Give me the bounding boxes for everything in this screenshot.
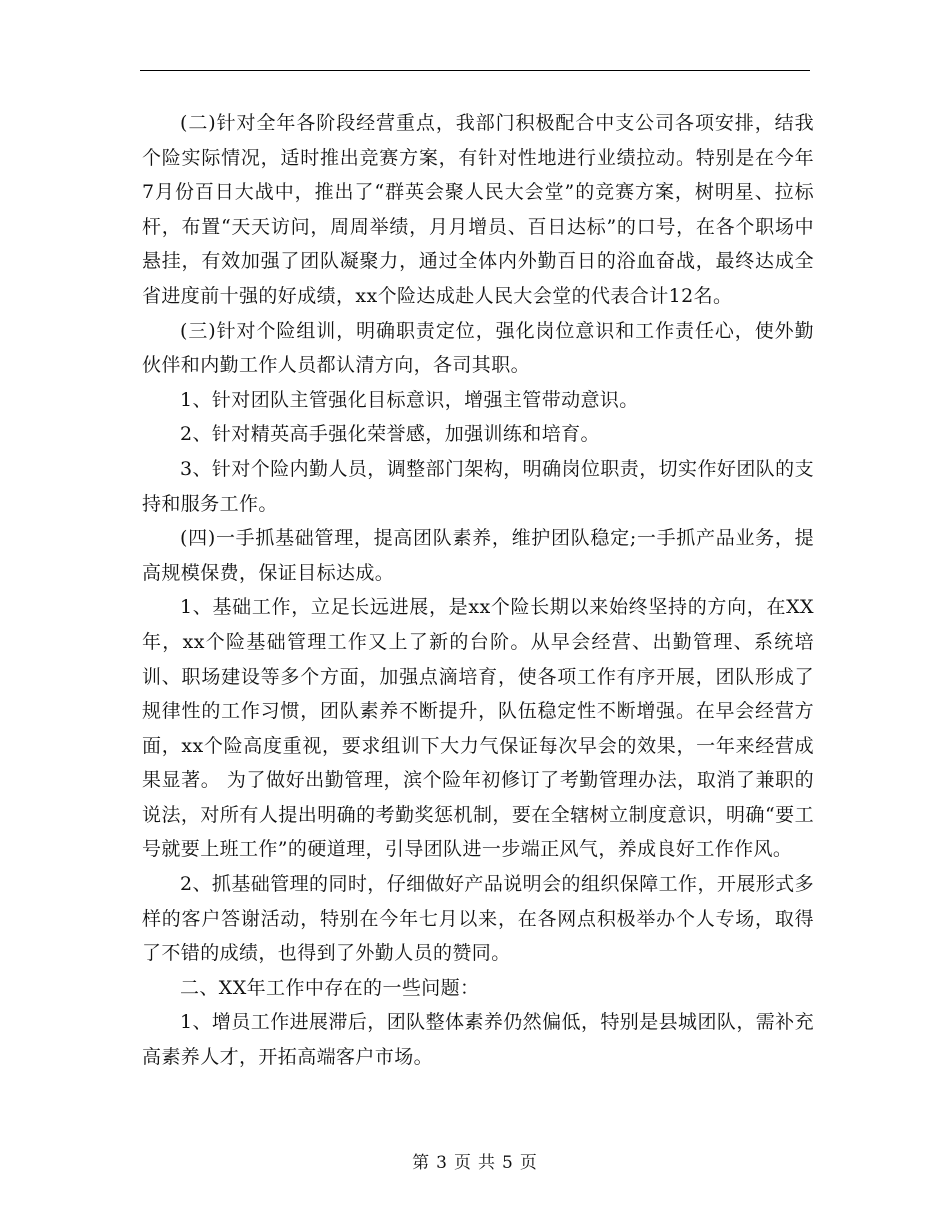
current-page-number: 3: [436, 1153, 448, 1173]
footer-page-label: 页: [454, 1153, 472, 1173]
paragraph: (三)针对个险组训，明确职责定位，强化岗位意识和工作责任心，使外勤伙伴和内勤工作人员都认清方向，各司其职。: [142, 319, 814, 377]
footer-prefix: 第: [412, 1153, 431, 1173]
section-heading: 二、XX年工作中存在的一些问题：: [180, 976, 480, 999]
paragraph: 1、基础工作，立足长远进展，是xx个险长期以来始终坚持的方向，在XX年，xx个险基础管理工作又上了新的台阶。从早会经营、出勤管理、系统培训、职场建设等多个方面，加强点滴培育，使各项工作有序开展，团队形成了规律性的工作习惯，团队素养不断提升，队伍稳定性不断增强。在早会经营方面，xx个险高度重视，要求组训下大力气保证每次早会的效果，一年来经营成果显著。 为了做好出勤管理，滨个险年初修订了考勤管理办法，取消了兼职的说法，对所有人提出明确的考勤奖惩机制，要在全辖树立制度意识，明确“要工号就要上班工作”的硬道理，引导团队进一步端正风气，养成良好工作作风。: [142, 596, 814, 861]
paragraph: 1、针对团队主管强化目标意识，增强主管带动意识。: [180, 388, 639, 411]
page-footer: [0, 1148, 950, 1173]
footer-total-label: 共: [478, 1153, 496, 1173]
paragraph: 2、抓基础管理的同时，仔细做好产品说明会的组织保障工作，开展形式多样的客户答谢活动，特别在今年七月以来，在各网点积极举办个人专场，取得了不错的成绩，也得到了外勤人员的赞同。: [142, 873, 814, 965]
document-body: [142, 106, 814, 1075]
paragraph: 2、针对精英高手强化荣誉感，加强训练和培育。: [180, 423, 600, 446]
paragraph: (二)针对全年各阶段经营重点，我部门积极配合中支公司各项安排，结我个险实际情况，适时推出竞赛方案，有针对性地进行业绩拉动。特别是在今年7月份百日大战中，推出了“群英会聚人民大会堂”的竞赛方案，树明星、拉标杆，布置“天天访问，周周举绩，月月增员、百日达标”的口号，在各个职场中悬挂，有效加强了团队凝聚力，通过全体内外勤百日的浴血奋战，最终达成全省进度前十强的好成绩，xx个险达成赴人民大会堂的代表合计12名。: [142, 112, 814, 307]
paragraph: 3、针对个险内勤人员，调整部门架构，明确岗位职责，切实作好团队的支持和服务工作。: [142, 457, 814, 515]
total-page-number: 5: [502, 1153, 514, 1173]
paragraph: (四)一手抓基础管理，提高团队素养，维护团队稳定;一手抓产品业务，提高规模保费，保证目标达成。: [142, 527, 814, 584]
header-rule: [140, 70, 810, 71]
paragraph: 1、增员工作进展滞后，团队整体素养仍然偏低，特别是县城团队，需补充高素养人才，开拓高端客户市场。: [142, 1011, 814, 1069]
footer-suffix: 页: [519, 1153, 538, 1173]
